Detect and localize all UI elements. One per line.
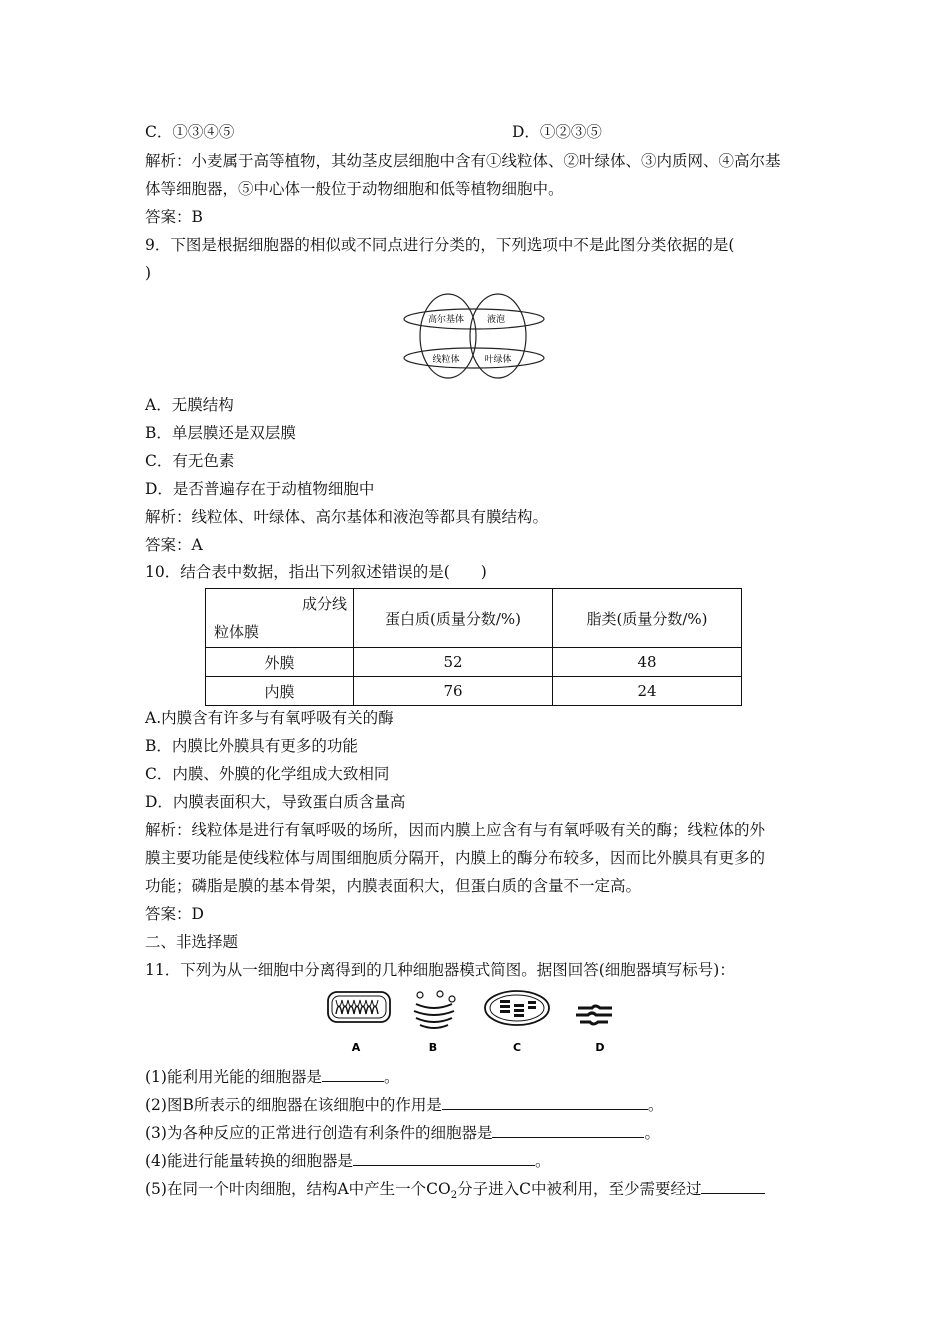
q9-option-a: A．无膜结构 (145, 396, 234, 414)
answer-blank-2[interactable] (442, 1093, 648, 1110)
q9-option-d: D．是否普遍存在于动植物细胞中 (145, 480, 375, 498)
q10-answer: 答案：D (145, 905, 204, 923)
table-corner-header (206, 589, 354, 648)
q11-sub1-end: 。 (383, 1068, 400, 1086)
q8-option-c: C．①③④⑤ (145, 123, 235, 141)
q9-stem: 9．下图是根据细胞器的相似或不同点进行分类的，下列选项中不是此图分类依据的是( (145, 236, 735, 254)
q8-analysis-line2: 体等细胞器，⑤中心体一般位于动物细胞和低等植物细胞中。 (145, 180, 564, 198)
q10-option-d: D．内膜表面积大，导致蛋白质含量高 (145, 793, 406, 811)
corner-header-top: 成分线 (301, 595, 347, 613)
figure-a-chloroplast-icon (328, 992, 390, 1022)
label-golgi: 高尔基体 (427, 315, 465, 325)
q11-sub5-text-a: (5)在同一个叶肉细胞，结构A中产生一个CO (145, 1180, 451, 1198)
figure-d-er-icon (576, 1006, 612, 1024)
q8-analysis-line1: 解析：小麦属于高等植物，其幼茎皮层细胞中含有①线粒体、②叶绿体、③内质网、④高尔基 (145, 152, 781, 170)
mitochondria-membrane-table (205, 588, 742, 706)
col-header-lipid: 脂类(质量分数/%) (553, 589, 742, 648)
figure-c-organelle-icon (485, 991, 549, 1025)
figure-label-b: B (428, 1041, 438, 1054)
figure-label-a: A (351, 1041, 361, 1054)
table-row (206, 648, 742, 677)
co2-subscript: 2 (450, 1190, 458, 1202)
q10-analysis-line1: 解析：线粒体是进行有氧呼吸的场所，因而内膜上应含有与有氧呼吸有关的酶；线粒体的外 (145, 821, 766, 839)
q9-stem-close: ) (145, 264, 152, 282)
q10-stem: 10．结合表中数据，指出下列叙述错误的是( ) (145, 563, 487, 581)
q11-sub2-text: (2)图B所表示的细胞器在该细胞中的作用是 (145, 1096, 442, 1114)
row-protein: 52 (354, 648, 553, 677)
organelle-classification-diagram (402, 292, 550, 386)
q11-sub4-end: 。 (534, 1152, 551, 1170)
q11-sub2 (145, 1093, 663, 1116)
section-heading: 二、非选择题 (145, 933, 239, 951)
q11-sub1-text: (1)能利用光能的细胞器是 (145, 1068, 322, 1086)
q11-sub2-end: 。 (647, 1096, 664, 1114)
q11-sub3 (145, 1121, 660, 1144)
q11-sub5 (145, 1177, 765, 1207)
organelle-figures (320, 988, 630, 1058)
answer-blank-3[interactable] (492, 1121, 644, 1138)
figure-label-c: C (512, 1041, 522, 1054)
corner-header-bottom: 粒体膜 (214, 623, 260, 641)
q10-option-c: C．内膜、外膜的化学组成大致相同 (145, 765, 390, 783)
table-row (206, 677, 742, 706)
q11-sub4 (145, 1149, 550, 1172)
answer-blank-1[interactable] (322, 1065, 384, 1082)
answer-blank-4[interactable] (353, 1149, 535, 1166)
row-lipid: 48 (553, 648, 742, 677)
q10-analysis-line2: 膜主要功能是使线粒体与周围细胞质分隔开，内膜上的酶分布较多，因而比外膜具有更多的 (145, 849, 766, 867)
q11-stem: 11．下列为从一细胞中分离得到的几种细胞器模式简图。据图回答(细胞器填写标号)： (145, 961, 735, 979)
q11-sub1 (145, 1065, 399, 1088)
q9-answer: 答案：A (145, 536, 203, 554)
q10-option-b: B．内膜比外膜具有更多的功能 (145, 737, 358, 755)
q11-sub3-end: 。 (644, 1124, 660, 1142)
label-mitochondria: 线粒体 (432, 355, 460, 365)
q8-option-d: D．①②③⑤ (512, 123, 602, 141)
figure-label-d: D (595, 1041, 605, 1054)
q9-option-c: C．有无色素 (145, 452, 235, 470)
q9-option-b: B．单层膜还是双层膜 (145, 424, 296, 442)
col-header-protein: 蛋白质(质量分数/%) (354, 589, 553, 648)
row-name: 外膜 (206, 648, 354, 677)
row-name: 内膜 (206, 677, 354, 706)
q10-option-a: A.内膜含有许多与有氧呼吸有关的酶 (145, 709, 394, 727)
q8-answer: 答案：B (145, 208, 203, 226)
row-lipid: 24 (553, 677, 742, 706)
answer-blank-5[interactable] (701, 1177, 765, 1194)
q11-sub5-text-b: 分子进入C中被利用，至少需要经过 (457, 1180, 702, 1198)
q11-sub3-text: (3)为各种反应的正常进行创造有利条件的细胞器是 (145, 1124, 493, 1142)
label-chloroplast: 叶绿体 (484, 355, 512, 365)
q9-analysis: 解析：线粒体、叶绿体、高尔基体和液泡等都具有膜结构。 (145, 508, 549, 526)
figure-b-golgi-icon (414, 991, 455, 1028)
q10-analysis-line3: 功能；磷脂是膜的基本骨架，内膜表面积大，但蛋白质的含量不一定高。 (145, 877, 642, 895)
q11-sub4-text: (4)能进行能量转换的细胞器是 (145, 1152, 353, 1170)
row-protein: 76 (354, 677, 553, 706)
label-vacuole: 液泡 (486, 315, 506, 325)
